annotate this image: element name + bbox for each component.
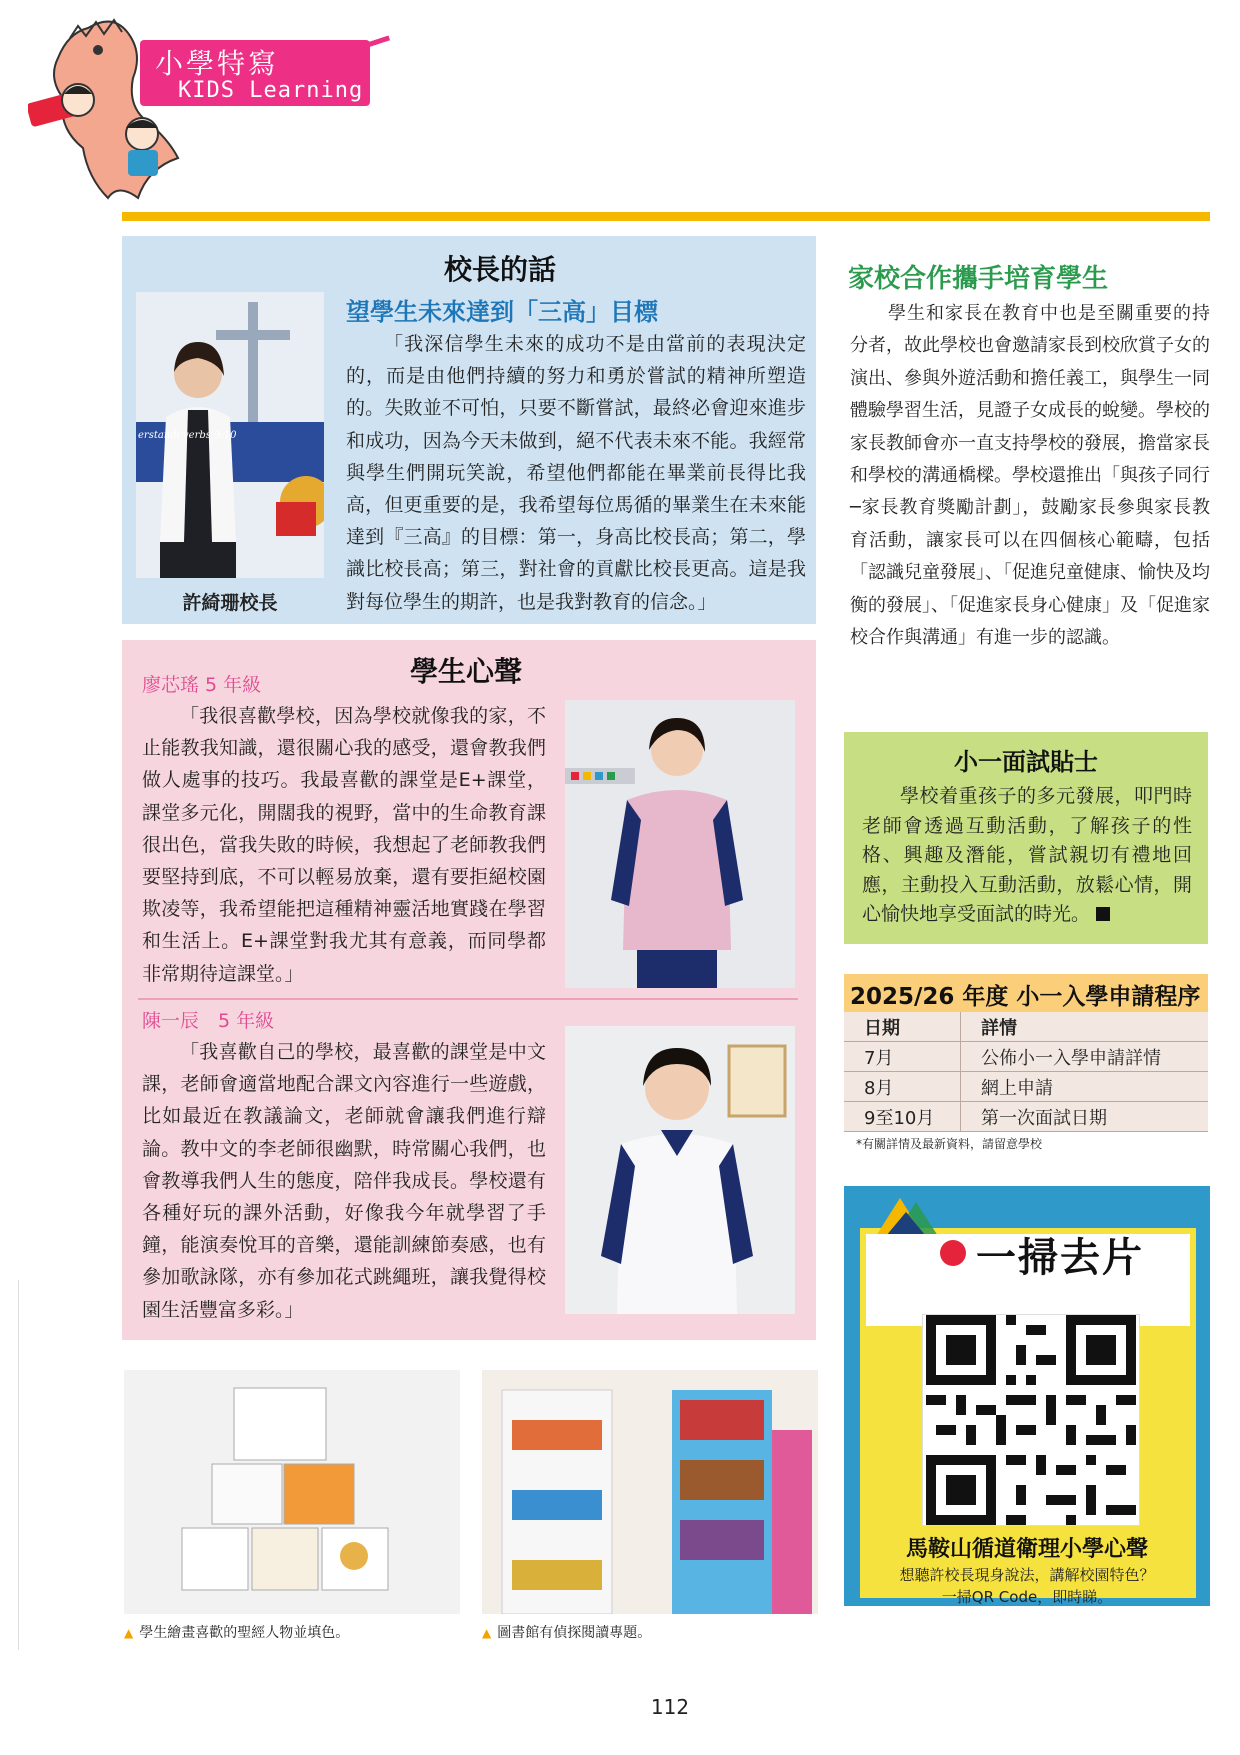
student-2-photo xyxy=(565,1026,795,1314)
triangle-logo-icon xyxy=(872,1192,942,1238)
qr-label: 一掃去片 xyxy=(976,1235,1144,1281)
table-cell: 8月 xyxy=(844,1072,961,1102)
section-title-en: KIDS Learning xyxy=(178,78,364,103)
tips-body: 學校着重孩子的多元發展，叩門時老師會透過互動活動，了解孩子的性格、興趣及潛能，嘗試親切有禮地回應，主動投入互動活動，放鬆心情，開心愉快地享受面試的時光。 xyxy=(862,785,1192,926)
table-row xyxy=(844,1042,1208,1072)
principal-title: 校長的話 xyxy=(443,253,556,286)
bottom-photo-1-caption: ▲ 學生繪畫喜歡的聖經人物並填色。 xyxy=(124,1625,350,1641)
tips-title: 小一面試貼士 xyxy=(954,748,1098,776)
principal-body: 「我深信學生未來的成功不是由當前的表現決定的，而是由他們持續的努力和勇於嘗試的精神所塑造的。失敗並不可怕，只要不斷嘗試，最終必會迎來進步和成功，因為今天未做到，絕不代表未來不能。我經常與學生們開玩笑說，希望他們都能在畢業前長得比我高，但更重要的是，我希望每位馬循的畢業生在未來能達到『三高』的目標：第一，身高比校長高；第二，學識比校長高；第三，對社會的貢獻比校長更高。這是我對每位學生的期許，也是我對教育的信念。」 xyxy=(346,333,806,613)
table-header-cell: 詳情 xyxy=(961,1012,1209,1042)
procedure-table xyxy=(844,1012,1208,1132)
table-cell: 第一次面試日期 xyxy=(961,1102,1209,1132)
students-divider xyxy=(138,998,798,1000)
qr-line-1: 想聽許校長現身說法，講解校園特色？ xyxy=(899,1566,1155,1584)
procedure-title: 2025/26 年度 小一入學申請程序 xyxy=(850,984,1201,1010)
qr-line-2: 一掃QR Code，即時睇。 xyxy=(941,1588,1113,1606)
end-mark-icon xyxy=(1096,907,1110,921)
student-1-quote: 「我很喜歡學校，因為學校就像我的家，不止能教我知識，還很關心我的感受，還會教我們做人處事的技巧。我最喜歡的課堂是E+課堂，課堂多元化，開闊我的視野，當中的生命教育課很出色，當我失敗的時候，我想起了老師教我們要堅持到底，不可以輕易放棄，還有要拒絕校園欺凌等，我希望能把這種精神靈活地實踐在學習和生活上。E+課堂對我尤其有意義，而同學都非常期待這課堂。」 xyxy=(142,705,546,985)
table-header-cell: 日期 xyxy=(844,1012,961,1042)
record-dot-icon xyxy=(940,1240,966,1266)
table-header-row xyxy=(844,1012,1208,1042)
student-1-name: 廖芯瑤 5 年級 xyxy=(142,674,262,696)
library-photo xyxy=(482,1370,818,1614)
student-2-quote: 「我喜歡自己的學校，最喜歡的課堂是中文課，老師會適當地配合課文內容進行一些遊戲，比如最近在教議論文，老師就會讓我們進行辯論。教中文的李老師很幽默，時常關心我們，也會教導我們人生的態度，陪伴我成長。學校還有各種好玩的課外活動，好像我今年就學習了手鐘，能演奏悅耳的音樂，還能訓練節奏感，也有參加歌詠隊，亦有參加花式跳繩班，讓我覺得校園生活豐富多彩。」 xyxy=(142,1041,546,1321)
students-title: 學生心聲 xyxy=(410,655,523,688)
bottom-photo-2-caption: ▲ 圖書館有偵探閱讀專題。 xyxy=(482,1625,652,1641)
photo-banner-text: erstandi verbs 9:10 xyxy=(138,430,237,441)
decorative-dash xyxy=(360,35,390,49)
procedure-note: *有關詳情及最新資料，請留意學校 xyxy=(856,1137,1043,1151)
top-rule xyxy=(122,212,1210,221)
qr-school-title: 馬鞍山循道衛理小學心聲 xyxy=(905,1537,1148,1562)
page-number: 112 xyxy=(650,1695,690,1719)
table-cell: 公佈小一入學申請詳情 xyxy=(961,1042,1209,1072)
table-row xyxy=(844,1072,1208,1102)
table-cell: 9至10月 xyxy=(844,1102,961,1132)
principal-subtitle: 望學生未來達到「三高」目標 xyxy=(346,298,658,326)
table-cell: 7月 xyxy=(844,1042,961,1072)
section-title-zh: 小學特寫 xyxy=(155,47,280,80)
table-row xyxy=(844,1102,1208,1132)
margin-line xyxy=(18,1280,19,1650)
home-school-title: 家校合作攜手培育學生 xyxy=(848,264,1109,294)
student-1-photo xyxy=(565,700,795,988)
bible-cubes-photo xyxy=(124,1370,460,1614)
table-cell: 網上申請 xyxy=(961,1072,1209,1102)
principal-caption: 許綺珊校長 xyxy=(182,592,278,614)
principal-photo xyxy=(136,292,324,578)
student-2-name: 陳一辰 5 年級 xyxy=(142,1010,275,1032)
home-school-body: 學生和家長在教育中也是至關重要的持分者，故此學校也會邀請家長到校欣賞子女的演出、參與外遊活動和擔任義工，與學生一同體驗學習生活，見證子女成長的蛻變。學校的家長教師會亦一直支持學校的發展，擔當家長和學校的溝通橋樑。學校還推出「與孩子同行─家長教育獎勵計劃」，鼓勵家長參與家長教育活動，讓家長可以在四個核心範疇，包括「認識兒童發展」、「促進兒童健康、愉快及均衡的發展」、「促進家長身心健康」及「促進家校合作與溝通」有進一步的認識。 xyxy=(850,303,1210,649)
dinosaur-kids-mascot xyxy=(28,8,198,208)
qr-code-icon[interactable] xyxy=(922,1314,1140,1526)
